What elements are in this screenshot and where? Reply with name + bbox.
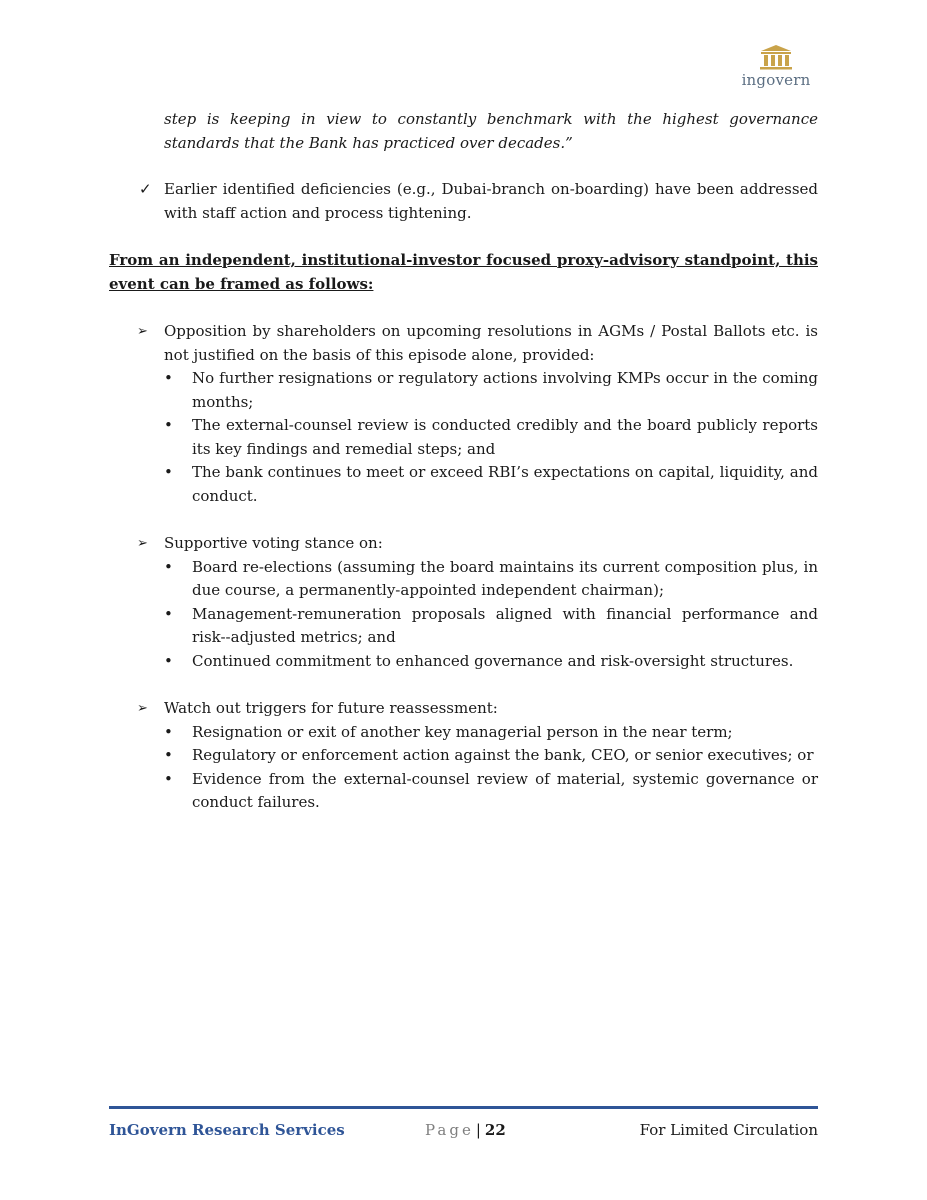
point-block-2 [109, 532, 818, 673]
arrow-bullet-icon: ➢ [137, 324, 148, 339]
section-heading: From an independent, institutional-investor focused proxy-advisory standpoint, this event can be framed as follows: [109, 251, 818, 293]
check-item-text: Earlier identified deficiencies (e.g., Dubai-branch on-boarding) have been addressed with staff action and process tightening. [164, 180, 818, 222]
bullet-dot-icon: • [164, 416, 173, 434]
bullet-dot-icon: • [164, 604, 173, 623]
list-item [109, 744, 818, 768]
bullet-dot-icon: • [164, 463, 173, 481]
bullet-dot-icon: • [164, 722, 173, 741]
footer-page-info [425, 1121, 506, 1139]
list-item [109, 603, 818, 650]
arrow-bullet-icon: ➢ [137, 536, 148, 551]
list-item [109, 650, 818, 674]
list-item-text: The bank continues to meet or exceed RBI’s expectations on capital, liquidity, and conduct. [192, 463, 818, 505]
point-item [109, 532, 818, 556]
list-item-text: Regulatory or enforcement action against the bank, CEO, or senior executives; or [192, 746, 814, 764]
list-item [109, 556, 818, 603]
page-label: Page [425, 1121, 474, 1139]
point-item [109, 697, 818, 721]
bullet-dot-icon: • [164, 746, 173, 764]
point-block-1 [109, 320, 818, 508]
pillars-icon [758, 44, 794, 70]
check-list-item [109, 178, 818, 225]
document-body [109, 108, 818, 815]
bullet-list [109, 721, 818, 815]
list-item-text: No further resignations or regulatory actions involving KMPs occur in the coming months; [192, 369, 818, 411]
bullet-dot-icon: • [164, 769, 173, 788]
footer-company: InGovern Research Services [109, 1121, 345, 1139]
list-item [109, 768, 818, 815]
bullet-dot-icon: • [164, 369, 173, 387]
quote-paragraph: step is keeping in view to constantly benchmark with the highest governance standards that the Bank has practiced over decades.” [164, 110, 818, 152]
point-item [109, 320, 818, 367]
bullet-list [109, 556, 818, 674]
list-item-text: Management-remuneration proposals aligned with financial performance and risk--adjusted metrics; and [192, 604, 818, 646]
bullet-dot-icon: • [164, 557, 173, 576]
footer-circulation: For Limited Circulation [639, 1121, 818, 1139]
page-separator: | [475, 1121, 481, 1139]
list-item [109, 461, 818, 508]
point-text: Watch out triggers for future reassessment: [164, 699, 498, 717]
checkmark-icon: ✓ [139, 180, 152, 198]
footer-divider [109, 1106, 818, 1109]
ingovern-logo [738, 44, 814, 94]
bullet-dot-icon: • [164, 651, 173, 670]
list-item [109, 721, 818, 745]
list-item-text: Resignation or exit of another key managerial person in the near term; [192, 722, 733, 741]
point-text: Supportive voting stance on: [164, 534, 383, 552]
list-item-text: Evidence from the external-counsel review of material, systemic governance or conduct failures. [192, 769, 818, 811]
bullet-list [109, 367, 818, 508]
arrow-bullet-icon: ➢ [137, 701, 148, 716]
list-item-text: Board re-elections (assuming the board maintains its current composition plus, in due course, a permanently-appointed independent chairman); [192, 557, 818, 599]
logo-text: ingovern [741, 71, 811, 89]
page-number: 22 [484, 1121, 506, 1139]
list-item-text: Continued commitment to enhanced governance and risk-oversight structures. [192, 651, 794, 670]
list-item-text: The external-counsel review is conducted credibly and the board publicly reports its key findings and remedial steps; and [192, 416, 818, 458]
page-footer [109, 1121, 818, 1145]
list-item [109, 367, 818, 414]
list-item [109, 414, 818, 461]
point-block-3 [109, 697, 818, 815]
point-text: Opposition by shareholders on upcoming resolutions in AGMs / Postal Ballots etc. is not justified on the basis of this episode alone, provided: [164, 322, 818, 364]
